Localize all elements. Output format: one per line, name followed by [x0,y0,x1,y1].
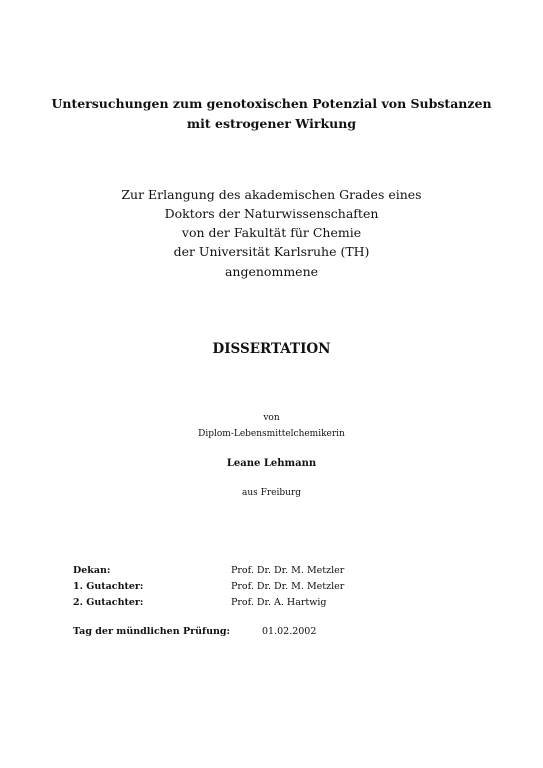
committee-label: 1. Gutachter: [73,581,144,592]
author-origin: aus Freiburg [241,488,301,498]
committee-value: Prof. Dr. Dr. M. Metzler [231,565,345,576]
committee-label: Dekan: [73,565,111,576]
thesis-title-line-1: Untersuchungen zum genotoxischen Potenzial von Substanzen [51,96,492,111]
author-name: Leane Lehmann [226,458,317,469]
grade-line-3: von der Fakultät für Chemie [181,225,362,240]
author-von: von [263,413,280,423]
grade-line-1: Zur Erlangung des akademischen Grades eines [121,187,422,202]
committee-value: Prof. Dr. A. Hartwig [231,597,327,608]
committee-label: 2. Gutachter: [73,597,144,608]
exam-date-label: Tag der mündlichen Prüfung: [73,626,231,637]
exam-date-value: 01.02.2002 [262,626,317,637]
grade-line-5: angenommene [224,264,319,279]
committee-value: Prof. Dr. Dr. M. Metzler [231,581,345,592]
document-type-heading: DISSERTATION [212,341,331,357]
author-qualification: Diplom-Lebensmittelchemikerin [198,429,345,439]
grade-line-2: Doktors der Naturwissenschaften [164,206,379,221]
thesis-title-line-2: mit estrogener Wirkung [186,116,357,131]
grade-line-4: der Universität Karlsruhe (TH) [173,244,370,259]
